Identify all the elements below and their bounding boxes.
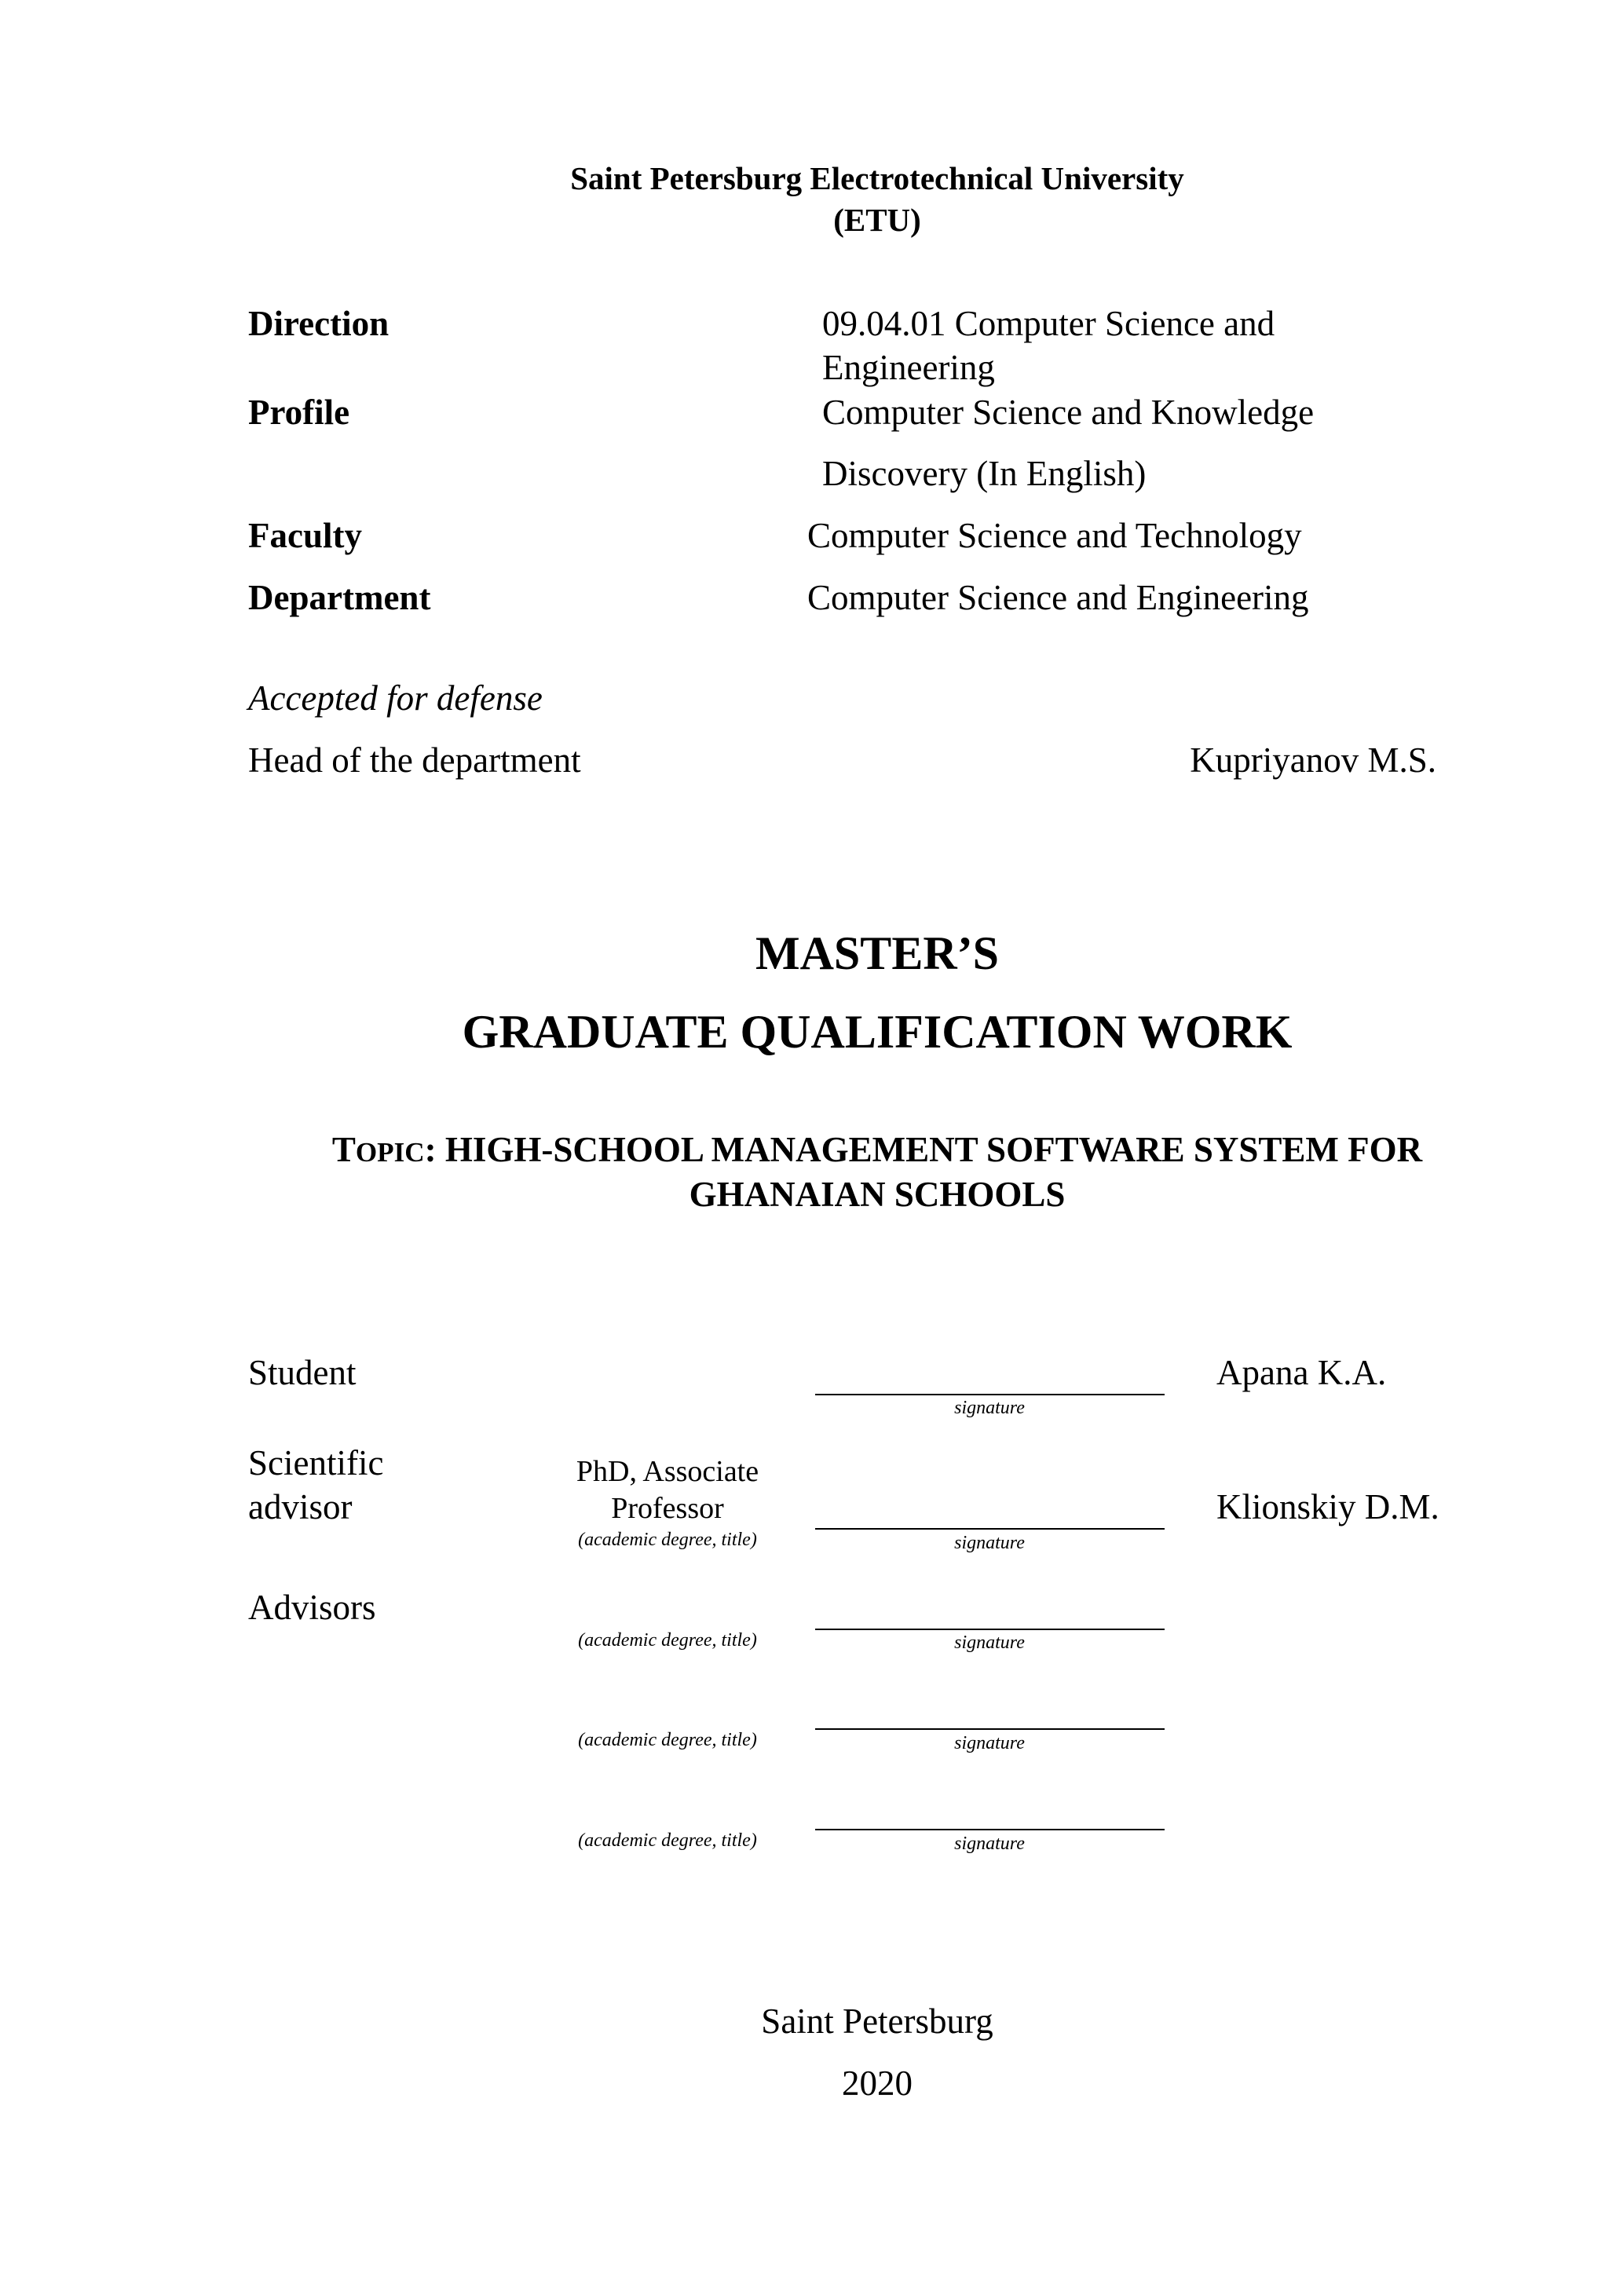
year: 2020 <box>842 2064 913 2103</box>
topic-colon: : <box>424 1130 437 1169</box>
advisor-3-signature-line <box>815 1829 1165 1830</box>
signature-caption: signature <box>954 1733 1025 1753</box>
topic-line-1 <box>0 1132 1624 1168</box>
topic-label-rest: OPIC <box>355 1137 425 1168</box>
advisor-name: Klionskiy D.M. <box>1216 1487 1439 1526</box>
student-signature-line <box>815 1394 1165 1395</box>
advisors-label: Advisors <box>248 1588 376 1627</box>
advisor-degree-2: Professor <box>611 1492 724 1525</box>
signature-caption: signature <box>954 1398 1025 1418</box>
topic-text-1: HIGH-SCHOOL MANAGEMENT SOFTWARE SYSTEM FOR <box>436 1130 1423 1169</box>
advisor-label-1: Scientific <box>248 1443 384 1483</box>
direction-label: Direction <box>248 304 390 343</box>
signature-caption: signature <box>954 1632 1025 1653</box>
faculty-value: Computer Science and Technology <box>807 516 1302 555</box>
profile-value-1: Computer Science and Knowledge <box>822 393 1315 432</box>
advisor-2-signature-line <box>815 1728 1165 1730</box>
title-line-2: GRADUATE QUALIFICATION WORK <box>462 1006 1293 1058</box>
department-label: Department <box>248 578 431 617</box>
signature-caption: signature <box>954 1834 1025 1854</box>
head-label: Head of the department <box>248 740 581 780</box>
city: Saint Petersburg <box>761 2002 993 2041</box>
accepted-for-defense: Accepted for defense <box>248 678 543 718</box>
degree-caption: (academic degree, title) <box>578 1830 757 1851</box>
advisor-degree-1: PhD, Associate <box>576 1455 759 1488</box>
topic-label-initial: T <box>331 1130 356 1169</box>
head-name: Kupriyanov M.S. <box>1190 740 1436 780</box>
advisor-signature-line <box>815 1528 1165 1530</box>
profile-label: Profile <box>248 393 350 432</box>
title-line-1: MASTER’S <box>755 927 1000 979</box>
degree-caption: (academic degree, title) <box>578 1530 757 1550</box>
signature-caption: signature <box>954 1533 1025 1553</box>
degree-caption: (academic degree, title) <box>578 1730 757 1750</box>
department-value: Computer Science and Engineering <box>807 578 1309 617</box>
student-name: Apana K.A. <box>1216 1353 1387 1392</box>
advisor-1-signature-line <box>815 1629 1165 1630</box>
advisor-label-2: advisor <box>248 1487 353 1526</box>
profile-value-2: Discovery (In English) <box>822 454 1147 493</box>
university-name: Saint Petersburg Electrotechnical University <box>570 160 1184 196</box>
student-label: Student <box>248 1353 357 1392</box>
direction-value-1: 09.04.01 Computer Science and <box>822 304 1275 343</box>
university-abbr: (ETU) <box>833 202 921 238</box>
faculty-label: Faculty <box>248 516 362 555</box>
direction-value-2: Engineering <box>822 348 995 387</box>
topic-line-2: GHANAIAN SCHOOLS <box>689 1175 1066 1214</box>
degree-caption: (academic degree, title) <box>578 1630 757 1651</box>
